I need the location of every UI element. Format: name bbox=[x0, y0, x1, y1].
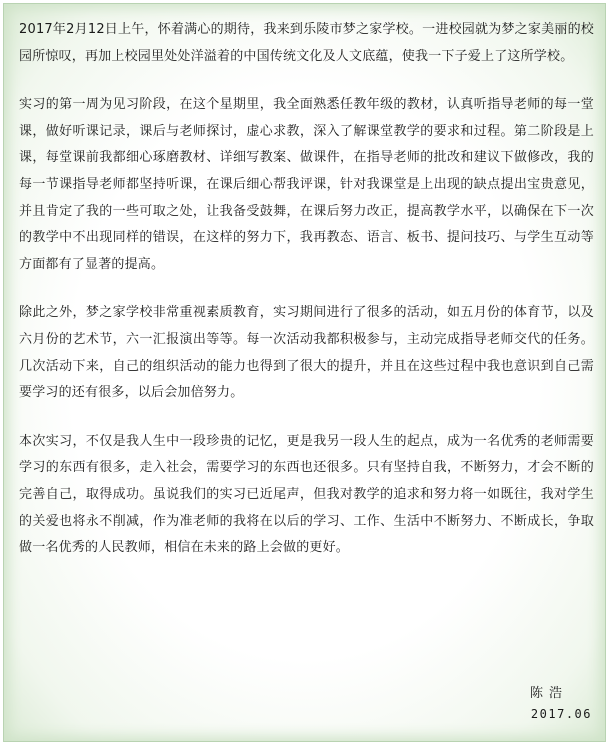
signature-date: 2017.06 bbox=[530, 707, 592, 721]
document-body bbox=[19, 17, 594, 562]
paragraph-internship-stages: 实习的第一周为见习阶段，在这个星期里，我全面熟悉任教年级的教材，认真听指导老师的每一堂课，做好听课记录，课后与老师探讨，虚心求教，深入了解课堂教学的要求和过程。第二阶段是上课，每堂课前我都细心琢磨教材、详细写教案、做课件，在指导老师的批改和建议下做修改，我的每一节课指导老师都坚持听课，在课后细心帮我评课，针对我课堂是上出现的缺点提出宝贵意见，并且肯定了我的一些可取之处，让我备受鼓舞，在课后努力改正，提高教学水平，以确保在下一次的教学中不出现同样的错误，在这样的努力下，我再教态、语言、板书、提问技巧、与学生互动等方面都有了显著的提高。 bbox=[19, 97, 594, 272]
paragraph-activities: 除此之外，梦之家学校非常重视素质教育，实习期间进行了很多的活动，如五月份的体育节，以及六月份的艺术节，六一汇报演出等等。每一次活动我都积极参与，主动完成指导老师交代的任务。几次活动下来，自己的组织活动的能力也得到了很大的提升，并且在这些过程中我也意识到自己需要学习的还有很多，以后会加倍努力。 bbox=[19, 305, 594, 401]
signature-name: 陈浩 bbox=[529, 686, 568, 701]
paragraph-intro: 2017年2月12日上午，怀着满心的期待，我来到乐陵市梦之家学校。一进校园就为梦之家美丽的校园所惊叹，再加上校园里处处洋溢着的中国传统文化及人文底蕴，使我一下子爱上了这所学校。 bbox=[19, 22, 594, 64]
paragraph-conclusion: 本次实习，不仅是我人生中一段珍贵的记忆，更是我另一段人生的起点，成为一名优秀的老师需要学习的东西有很多，走入社会，需要学习的东西也还很多。只有坚持自我，不断努力，才会不断的完善自己，取得成功。虽说我们的实习已近尾声，但我对教学的追求和努力将一如既往，我对学生的关爱也将永不削减，作为准老师的我将在以后的学习、工作、生活中不断努力、不断成长，争取做一名优秀的人民教师，相信在未来的路上会做的更好。 bbox=[19, 433, 594, 556]
